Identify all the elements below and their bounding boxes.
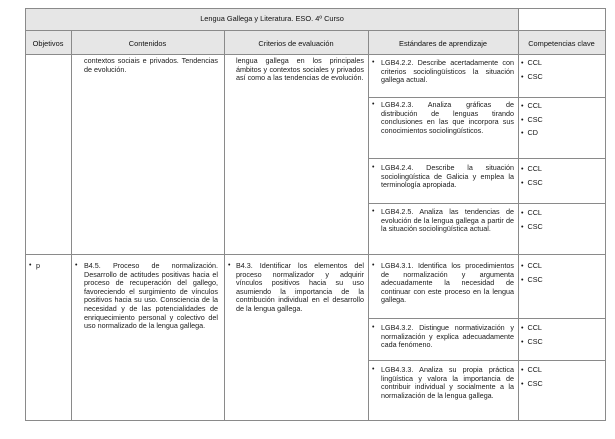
competencias-list — [521, 363, 543, 390]
competencia-item: • CSC — [521, 114, 543, 124]
header-objetivos: Objetivos — [32, 39, 64, 48]
contenidos-text: contextos sociais e privados. Tendencias de evolución. — [84, 56, 218, 74]
competencias-list — [521, 56, 543, 83]
criterios-text: lengua gallega en los principales ámbitos y contextos sociales y privados así como a las tendencias de evolución. — [236, 56, 364, 83]
competencia-item: • CSC — [521, 274, 543, 284]
competencia-item: • CCL — [521, 101, 542, 110]
bullet-icon: • — [228, 262, 231, 269]
bullet-icon: • — [75, 262, 78, 269]
competencias-list — [521, 321, 543, 348]
estandar-text: LGB4.2.3. Analiza gráficas de distribución de lenguas tirando conclusiones en las que incorpora sus conocimientos sociolingüísticos. — [381, 100, 514, 135]
competencia-item: • CCL — [521, 208, 542, 217]
bullet-icon: • — [29, 262, 32, 269]
objetivo-text: p — [36, 261, 40, 270]
bullet-icon: • — [372, 101, 375, 108]
bullet-icon: • — [372, 366, 375, 373]
estandar-text: LGB4.2.2. Describe acertadamente con criterios sociolingüísticos la situación gallega actual. — [381, 58, 514, 85]
estandar-text: LGB4.2.4. Describe la situación sociolingüística de Galicia y emplea la terminología apropiada. — [381, 163, 514, 190]
competencia-item: • CCL — [521, 261, 542, 270]
competencia-item: • CSC — [521, 378, 543, 388]
competencia-item: • CSC — [521, 71, 543, 81]
competencias-list — [521, 206, 543, 233]
header-competencias: Competencias clave — [528, 39, 595, 48]
estandar-text: LGB4.2.5. Analiza las tendencias de evolución de la lengua gallega a partir de la situación sociolingüística actual. — [381, 207, 514, 234]
competencia-item: • CCL — [521, 58, 542, 67]
competencia-item: • CCL — [521, 365, 542, 374]
contenidos-text: B4.5. Proceso de normalización. Desarrollo de actitudes positivas hacia el proceso de recuperación del gallego, favoreciendo el surgimiento de vínculos positivos hacia su uso. Consciencia de la necesidad y de las potencialidades de enriquecimiento personal y colectivo del uso normalizado de la lengua gallega. — [84, 261, 218, 331]
competencias-list — [521, 99, 543, 140]
bullet-icon: • — [372, 59, 375, 66]
competencia-item: • CD — [521, 128, 538, 137]
criterios-text: B4.3. Identificar los elementos del proceso normalizador y adquirir vínculos positivos hacia su uso asumiendo la importancia de la contribución individual en el desarrollo de la lengua gallega. — [236, 261, 364, 313]
header-estandares: Estándares de aprendizaje — [399, 39, 487, 48]
estandar-text: LGB4.3.1. Identifica los procedimientos de normalización y argumenta adecuadamente la necesidad de continuar con este proceso en la lengua gallega. — [381, 261, 514, 305]
competencia-item: • CSC — [521, 177, 543, 187]
competencia-item: • CSC — [521, 336, 543, 346]
header-contenidos: Contenidos — [128, 39, 167, 48]
competencia-item: • CSC — [521, 221, 543, 231]
competencias-list — [521, 259, 543, 286]
competencia-item: • CCL — [521, 164, 542, 173]
competencia-item: • CCL — [521, 323, 542, 332]
table-title: Lengua Gallega y Literatura. ESO. 4º Curso — [200, 14, 344, 23]
header-criterios: Criterios de evaluación — [258, 39, 334, 48]
competencias-list — [521, 162, 543, 189]
bullet-icon: • — [372, 324, 375, 331]
estandar-text: LGB4.3.3. Analiza su propia práctica lingüística y valora la importancia de contribuir individual y socialmente a la normalización de la lengua gallega. — [381, 365, 514, 400]
bullet-icon: • — [372, 208, 375, 215]
bullet-icon: • — [372, 262, 375, 269]
estandar-text: LGB4.3.2. Distingue normativización y normalización y explica adecuadamente cada fenómeno. — [381, 323, 514, 350]
bullet-icon: • — [372, 164, 375, 171]
